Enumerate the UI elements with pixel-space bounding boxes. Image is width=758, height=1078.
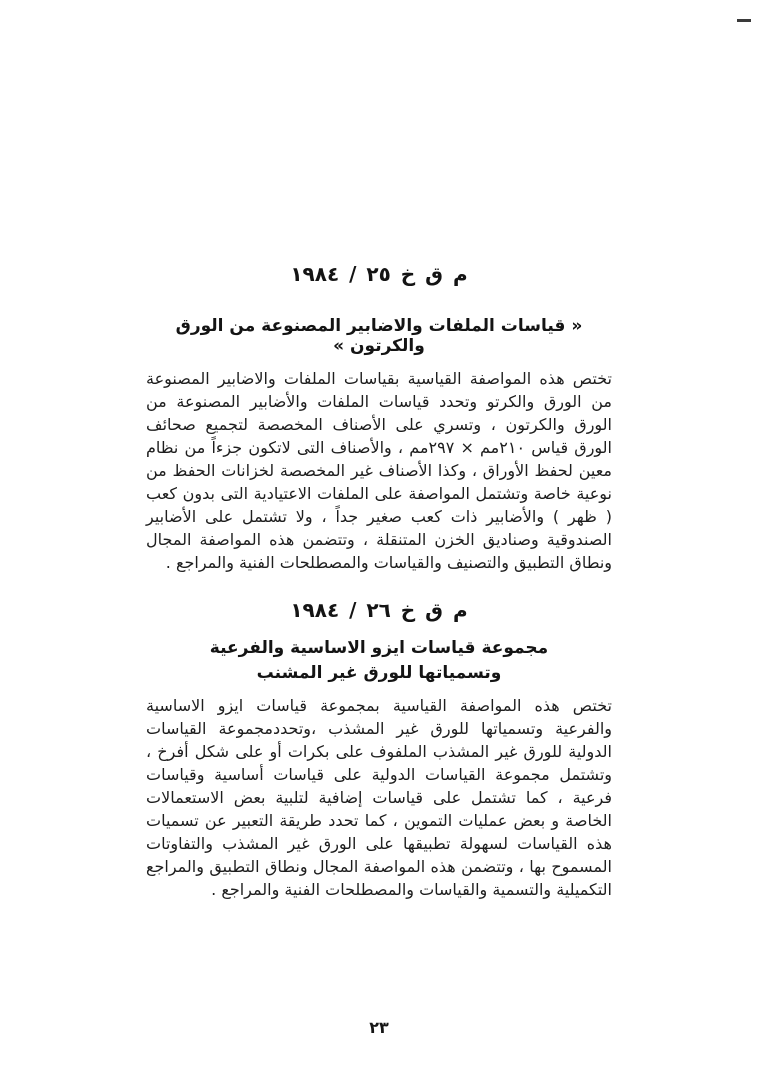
standard-code-heading-25: م ق خ ٢٥ / ١٩٨٤ <box>290 262 468 286</box>
standard-title-26-line-2: وتسمياتها للورق غير المشنب <box>256 663 502 683</box>
page-margin-dash-icon <box>737 19 751 22</box>
standard-section-26 <box>146 598 612 901</box>
standard-title-26-line-1: مجموعة قياسات ايزو الاساسية والفرعية <box>209 638 549 658</box>
page-content <box>146 262 612 901</box>
standard-code-heading-26: م ق خ ٢٦ / ١٩٨٤ <box>290 598 468 622</box>
standard-body-text-26: تختص هذه المواصفة القياسية بمجموعة قياسات ايزو الاساسية والفرعية وتسمياتها للورق غير المشذب ،وتحددمجموعة القياسات الدولية للورق غير المشذب الملفوف على بكرات أو على شكل أفرخ ، وتشتمل مجموعة القياسات الدولية على قياسات أساسية وقياسات فرعية ، كما تشتمل على قياسات إضافية لتلبية بعض الاستعمالات الخاصة و بعض عمليات التموين ، كما تحدد طريقة التعبير عن تسميات هذه القياسات لسهولة تطبيقها على الورق غير المشذب والتفاوتات المسموح بها ، وتتضمن هذه المواصفة المجال ونطاق التطبيق والمراجع التكميلية والتسمية والقياسات والمصطلحات الفنية والمراجع . <box>146 696 612 899</box>
standard-title-25: « قياسات الملفات والاضابير المصنوعة من الورق والكرتون » <box>175 316 583 356</box>
standard-body-text-25: تختص هذه المواصفة القياسية بقياسات الملفات والاضابير المصنوعة من الورق والكرتو وتحدد قياسات الملفات والأضابير المصنوعة من الورق والكرتون ، وتسري على الأصناف المخصصة لتجميع صحائف الورق قياس ٢١٠مم × ٢٩٧مم ، والأصناف التى لاتكون جزءاً من نظام معين لحفظ الأوراق ، وكذا الأصناف غير المخصصة لخزانات الحفظ من نوعية خاصة وتشتمل المواصفة على الملفات الاعتيادية التى بدون كعب ( ظهر ) والأضابير ذات كعب صغير جداً ، ولا تشتمل على الأضابير الصندوقية وصناديق الخزن المتنقلة ، وتتضمن هذه المواصفة المجال ونطاق التطبيق والتصنيف والقياسات والمصطلحات الفنية والمراجع . <box>146 369 613 572</box>
standard-section-25 <box>146 262 612 574</box>
page-number: ٢٣ <box>369 1018 389 1037</box>
standard-title-26 <box>146 636 612 686</box>
